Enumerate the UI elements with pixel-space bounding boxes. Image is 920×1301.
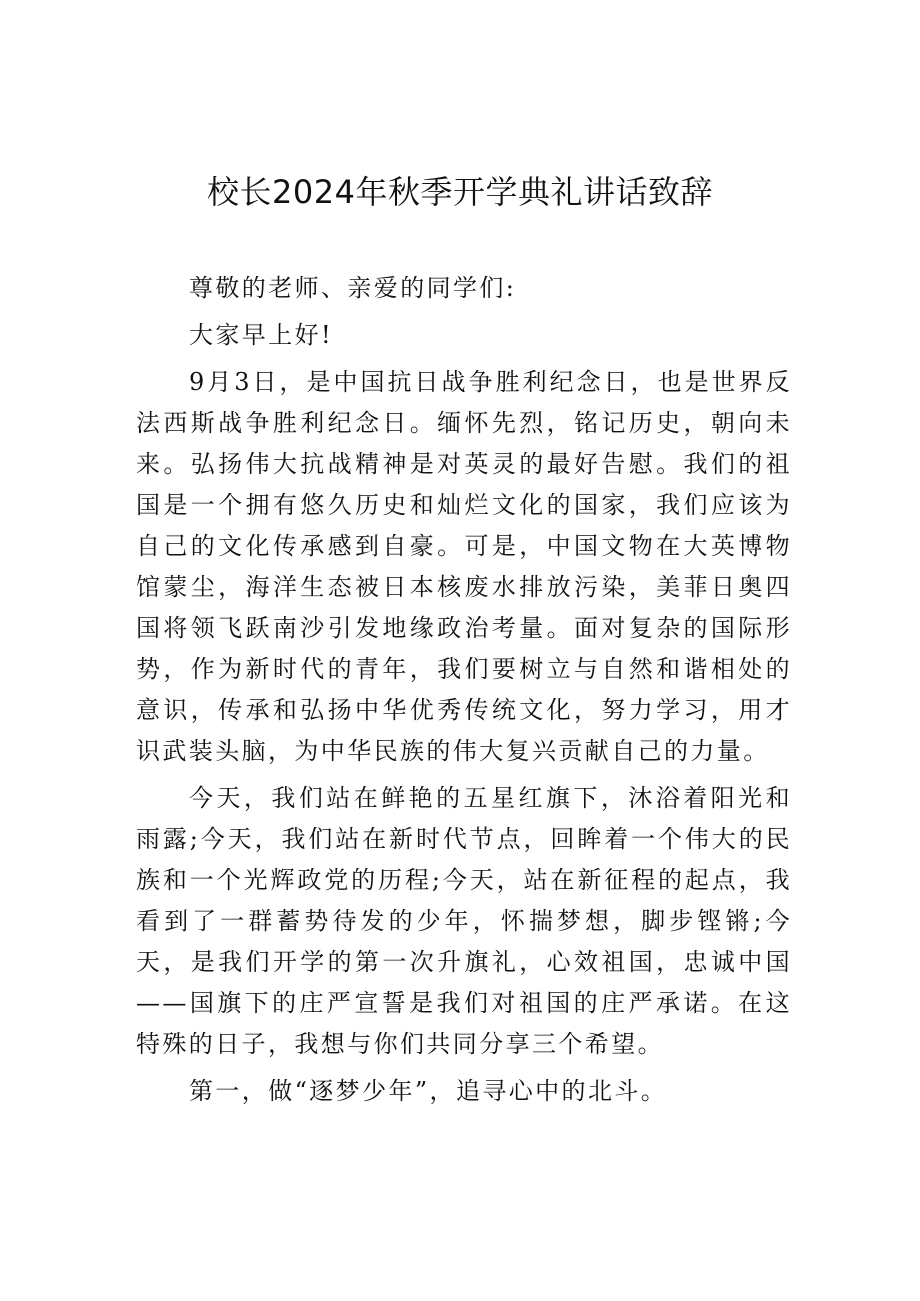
document-body: [136, 268, 792, 1118]
salutation: 尊敬的老师、亲爱的同学们:: [189, 274, 517, 302]
document-title: 校长2024年秋季开学典礼讲话致辞: [207, 173, 713, 211]
paragraph-commemoration: 9月3日，是中国抗日战争胜利纪念日，也是世界反法西斯战争胜利纪念日。缅怀先烈，铭记历史，朝向未来。弘扬伟大抗战精神是对英灵的最好告慰。我们的祖国是一个拥有悠久历史和灿烂文化的国家，我们应该为自己的文化传承感到自豪。可是，中国文物在大英博物馆蒙尘，海洋生态被日本核废水排放污染，美菲日奥四国将领飞跃南沙引发地缘政治考量。面对复杂的国际形势，作为新时代的青年，我们要树立与自然和谐相处的意识，传承和弘扬中华优秀传统文化，努力学习，用才识武装头脑，为中华民族的伟大复兴贡献自己的力量。: [136, 368, 792, 765]
greeting: 大家早上好!: [189, 321, 334, 349]
paragraph-first-hope: 第一，做“逐梦少年”，追寻心中的北斗。: [189, 1077, 668, 1105]
paragraph-today: 今天，我们站在鲜艳的五星红旗下，沐浴着阳光和雨露;今天，我们站在新时代节点，回眸着一个伟大的民族和一个光辉政党的历程;今天，站在新征程的起点，我看到了一群蓄势待发的少年，怀揣梦想，脚步铿锵;今天，是我们开学的第一次升旗礼，心效祖国，忠诚中国——国旗下的庄严宣誓是我们对祖国的庄严承诺。在这特殊的日子，我想与你们共同分享三个希望。: [136, 784, 792, 1058]
